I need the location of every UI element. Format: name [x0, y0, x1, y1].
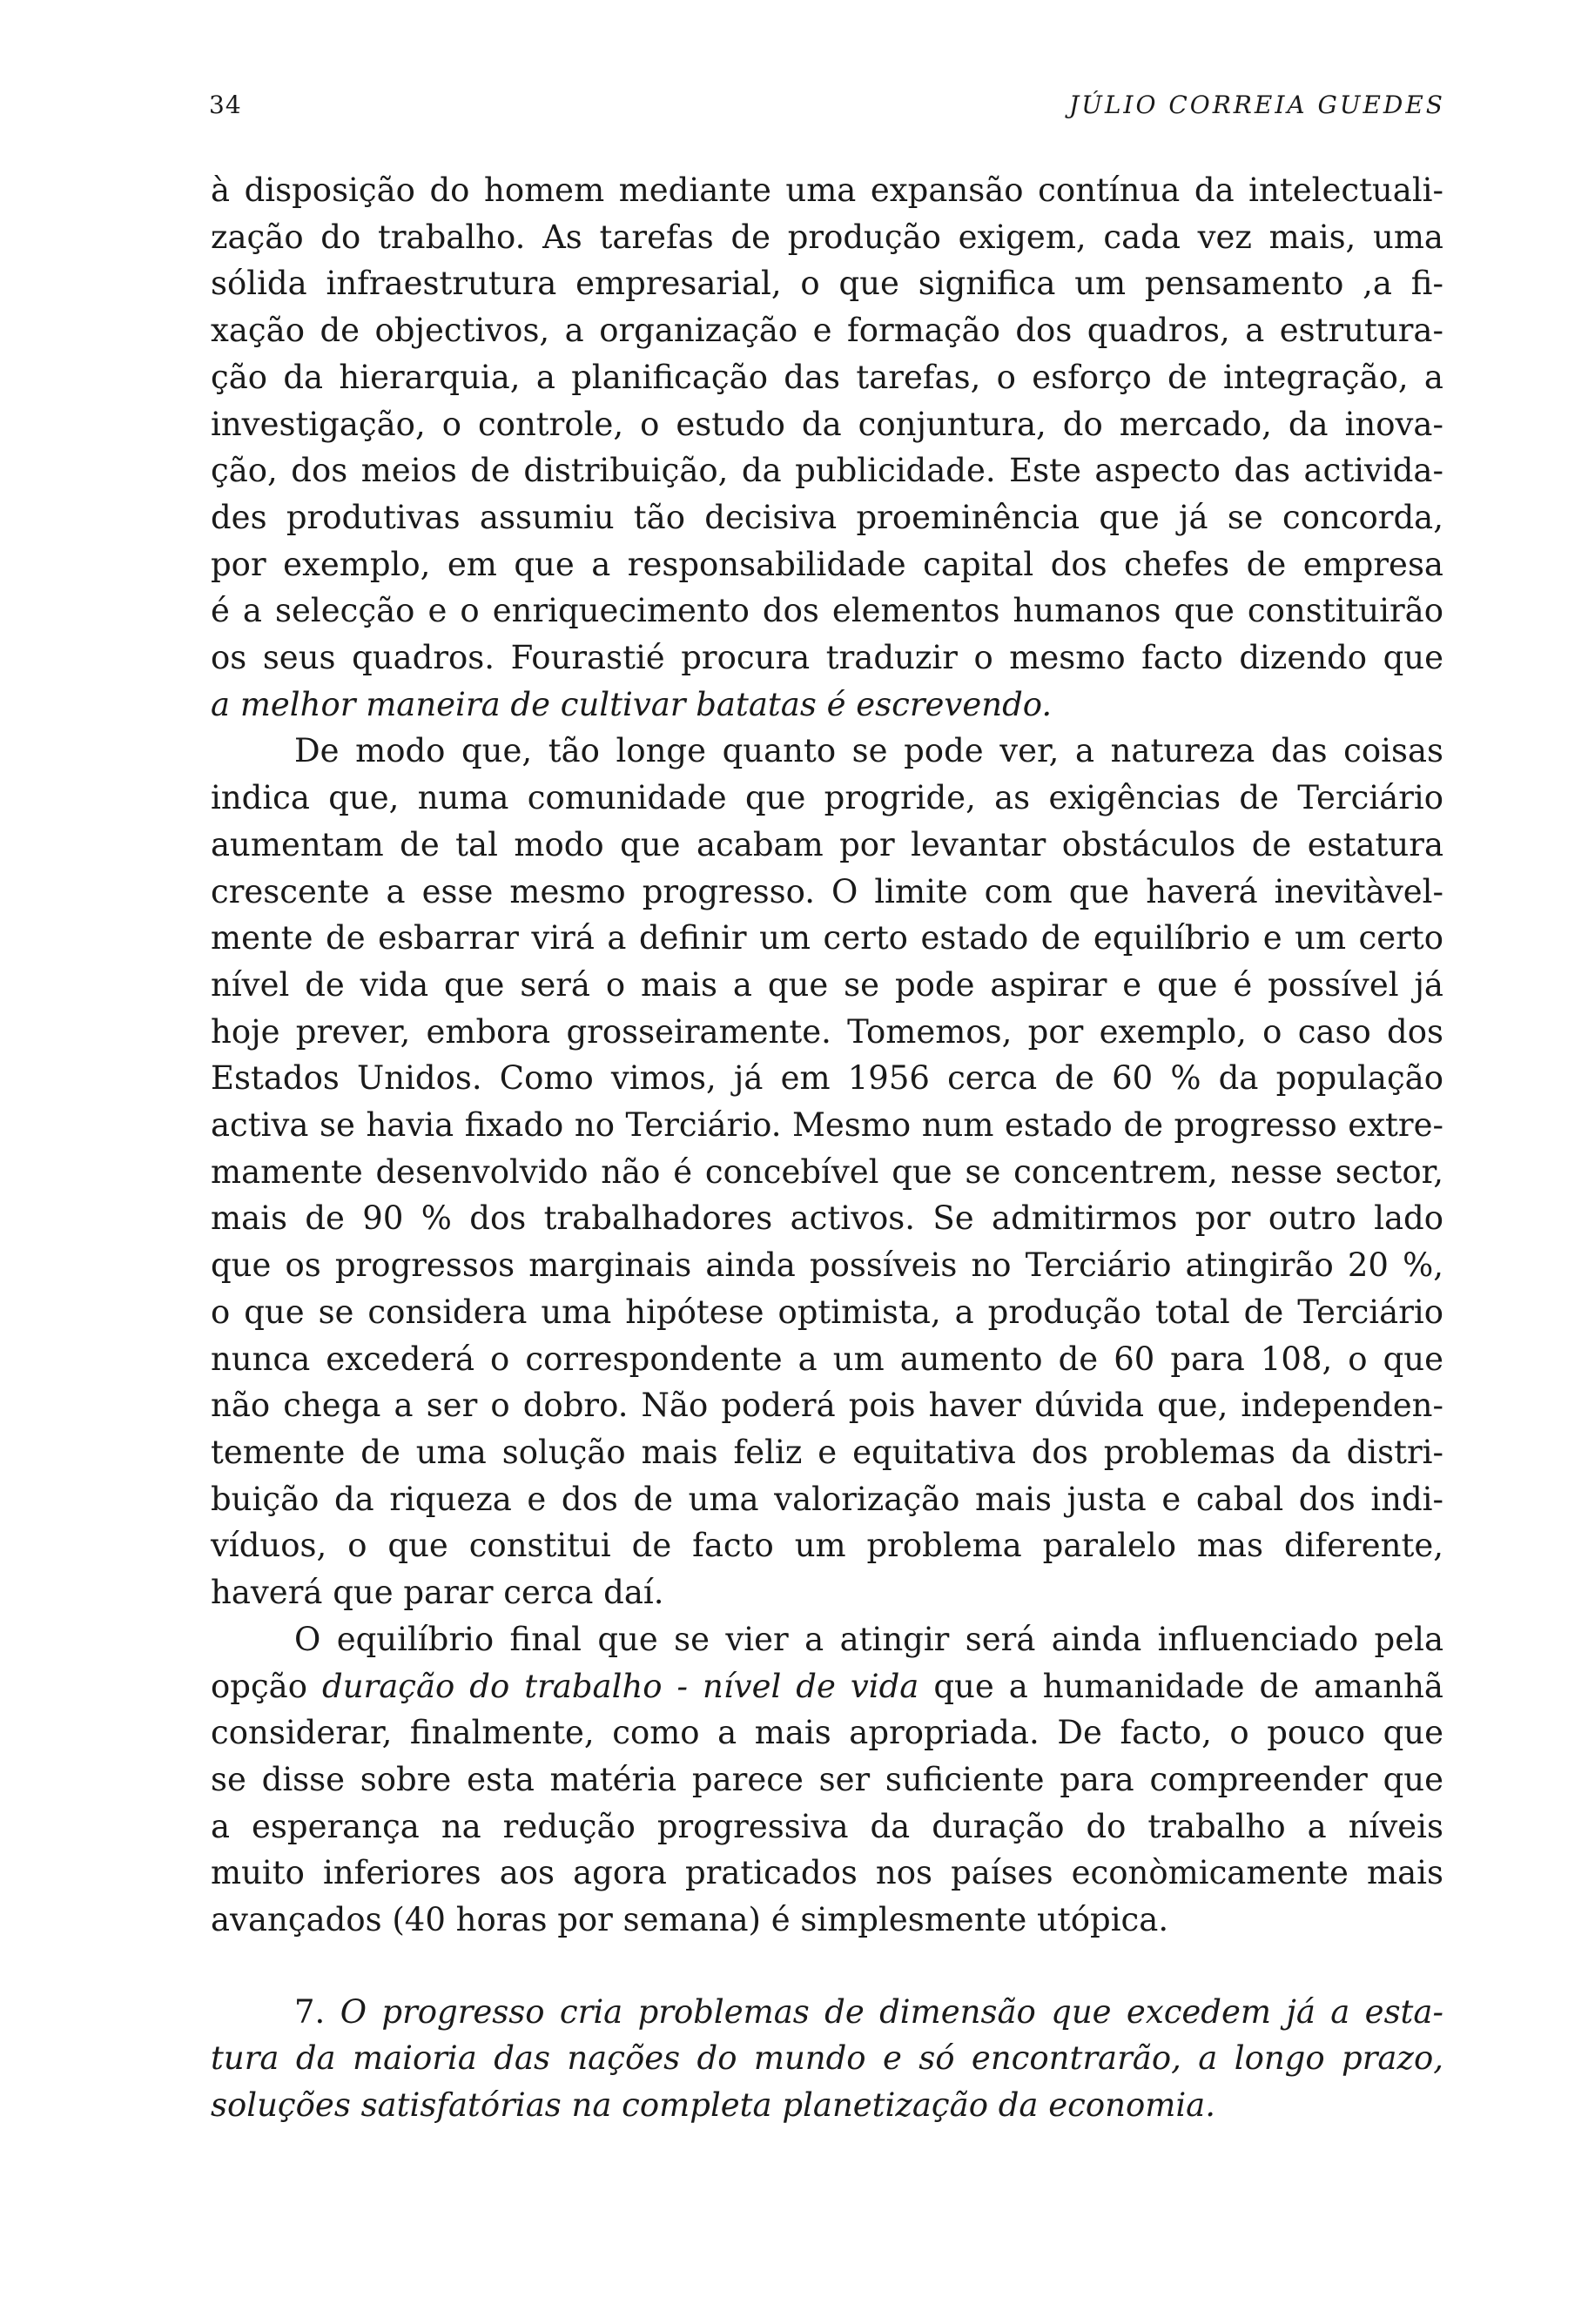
text-line: que os progressos marginais ainda possíveis no Terciário atingirão 20 %,: [211, 1246, 1443, 1285]
italic-phrase: duração do trabalho - nível de vida: [322, 1667, 919, 1705]
text-line: a esperança na redução progressiva da duração do trabalho a níveis: [211, 1807, 1443, 1845]
text-line: haverá que parar cerca daí.: [211, 1574, 664, 1612]
text-line: investigação, o controle, o estudo da conjuntura, do mercado, da inova-: [211, 405, 1443, 443]
text-line: muito inferiores aos agora praticados nos países econòmicamente mais: [211, 1854, 1443, 1892]
section-heading-line: [211, 1989, 1443, 2036]
text-line: mente de esbarrar virá a definir um certo estado de equilíbrio e um certo: [211, 919, 1443, 957]
text-line: mamente desenvolvido não é concebível que se concentrem, nesse sector,: [211, 1152, 1443, 1191]
text-line: buição da riqueza e dos de uma valorização mais justa e cabal dos indi-: [211, 1480, 1443, 1518]
text-line: nível de vida que será o mais a que se pode aspirar e que é possível já: [211, 965, 1443, 1004]
text-line: xação de objectivos, a organização e formação dos quadros, a estrutura-: [211, 312, 1443, 350]
text-line: não chega a ser o dobro. Não poderá pois haver dúvida que, independen-: [211, 1387, 1443, 1425]
text-line: os seus quadros. Fourastié procura traduzir o mesmo facto dizendo que: [211, 639, 1443, 677]
section-7-heading: [211, 1989, 1443, 2129]
text-line: crescente a esse mesmo progresso. O limite com que haverá inevitàvel-: [211, 872, 1443, 910]
text-line: ção, dos meios de distribuição, da publicidade. Este aspecto das activida-: [211, 452, 1443, 490]
paragraph-2: [211, 728, 1443, 1615]
text-line: temente de uma solução mais feliz e equitativa dos problemas da distri-: [211, 1433, 1443, 1471]
text-line: por exemplo, em que a responsabilidade capital dos chefes de empresa: [211, 545, 1443, 583]
text-line: ção da hierarquia, a planificação das tarefas, o esforço de integração, a: [211, 358, 1443, 396]
running-head-author: JÚLIO CORREIA GUEDES: [1069, 91, 1445, 119]
text-line: aumentam de tal modo que acabam por levantar obstáculos de estatura: [211, 825, 1443, 863]
page-header: [209, 91, 1445, 125]
text-line: avançados (40 horas por semana) é simplesmente utópica.: [211, 1901, 1169, 1939]
text-line: sólida infraestrutura empresarial, o que significa um pensamento ,a fi-: [211, 265, 1443, 303]
section-number: 7.: [294, 1992, 326, 2031]
text-line: o que se considera uma hipótese optimista, a produção total de Terciário: [211, 1293, 1443, 1331]
text-line: hoje prever, embora grosseiramente. Tomemos, por exemplo, o caso dos: [211, 1012, 1443, 1051]
text-line: O equilíbrio final que se vier a atingir será ainda influenciado pela: [294, 1620, 1443, 1658]
text-segment: opção: [211, 1667, 308, 1705]
section-spacer: [211, 1944, 1443, 1989]
text-line: é a selecção e o enriquecimento dos elementos humanos que constituirão: [211, 592, 1443, 630]
body-text: [211, 167, 1443, 2129]
text-line: nunca excederá o correspondente a um aumento de 60 para 108, o que: [211, 1340, 1443, 1378]
page-number: 34: [209, 91, 242, 119]
italic-quote-line: a melhor maneira de cultivar batatas é escrevendo.: [211, 685, 1053, 723]
text-line: mais de 90 % dos trabalhadores activos. Se admitirmos por outro lado: [211, 1199, 1443, 1238]
text-line: activa se havia fixado no Terciário. Mesmo num estado de progresso extre-: [211, 1106, 1443, 1145]
paragraph-1: [211, 167, 1443, 728]
text-line: se disse sobre esta matéria parece ser suficiente para compreender que: [211, 1760, 1443, 1798]
section-heading-line: soluções satisfatórias na completa planetização da economia.: [211, 2086, 1215, 2125]
text-line: víduos, o que constitui de facto um problema paralelo mas diferente,: [211, 1527, 1443, 1565]
section-heading-line: tura da maioria das nações do mundo e só encontrarão, a longo prazo,: [211, 2039, 1443, 2078]
text-line: zação do trabalho. As tarefas de produção exigem, cada vez mais, uma: [211, 218, 1443, 256]
text-line-with-italic: [211, 1663, 1443, 1710]
text-line: considerar, finalmente, como a mais apropriada. De facto, o pouco que: [211, 1714, 1443, 1752]
text-line: De modo que, tão longe quanto se pode ver, a natureza das coisas: [294, 732, 1443, 770]
text-segment: que a humanidade de amanhã: [933, 1667, 1443, 1705]
text-line: à disposição do homem mediante uma expansão contínua da intelectuali-: [211, 171, 1443, 209]
paragraph-3: [211, 1616, 1443, 1944]
text-line: indica que, numa comunidade que progride, as exigências de Terciário: [211, 779, 1443, 817]
text-line: des produtivas assumiu tão decisiva proeminência que já se concorda,: [211, 498, 1443, 536]
section-title-italic: O progresso cria problemas de dimensão que excedem já a esta-: [340, 1992, 1443, 2031]
text-line: Estados Unidos. Como vimos, já em 1956 cerca de 60 % da população: [211, 1059, 1443, 1098]
